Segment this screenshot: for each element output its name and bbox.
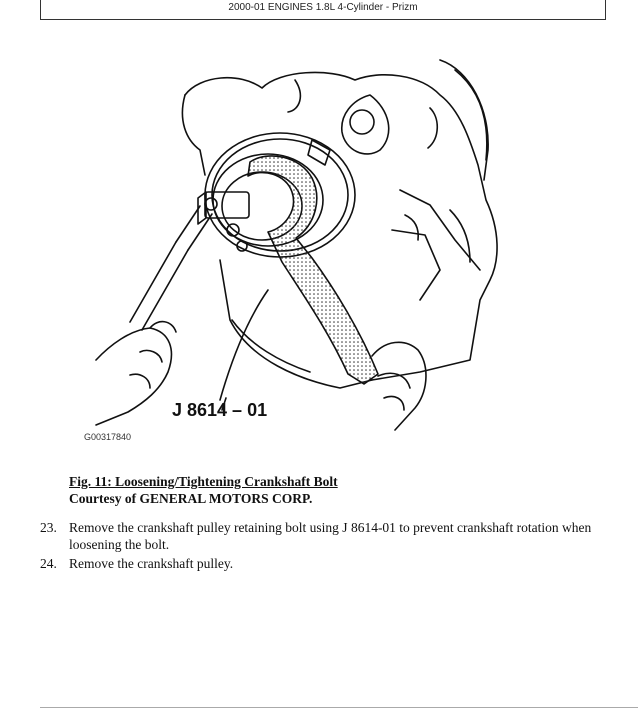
procedure-steps (40, 519, 620, 574)
caption-title: Fig. 11: Loosening/Tightening Crankshaft Bolt (69, 474, 338, 489)
caption-credit: Courtesy of GENERAL MOTORS CORP. (69, 491, 313, 506)
list-item (40, 555, 620, 572)
step-text: Remove the crankshaft pulley retaining bolt using J 8614-01 to prevent crankshaft rotation when loosening the bolt. (69, 520, 592, 552)
tool-label: J 8614 – 01 (172, 400, 268, 420)
header-title: 2000-01 ENGINES 1.8L 4-Cylinder - Prizm (228, 2, 418, 13)
step-number: 24. (40, 556, 57, 571)
image-code: G00317840 (84, 432, 132, 442)
step-number: 23. (40, 520, 57, 535)
list-item (40, 519, 620, 553)
step-text: Remove the crankshaft pulley. (69, 556, 234, 571)
footer-divider (40, 707, 638, 708)
figure-caption (69, 473, 338, 507)
